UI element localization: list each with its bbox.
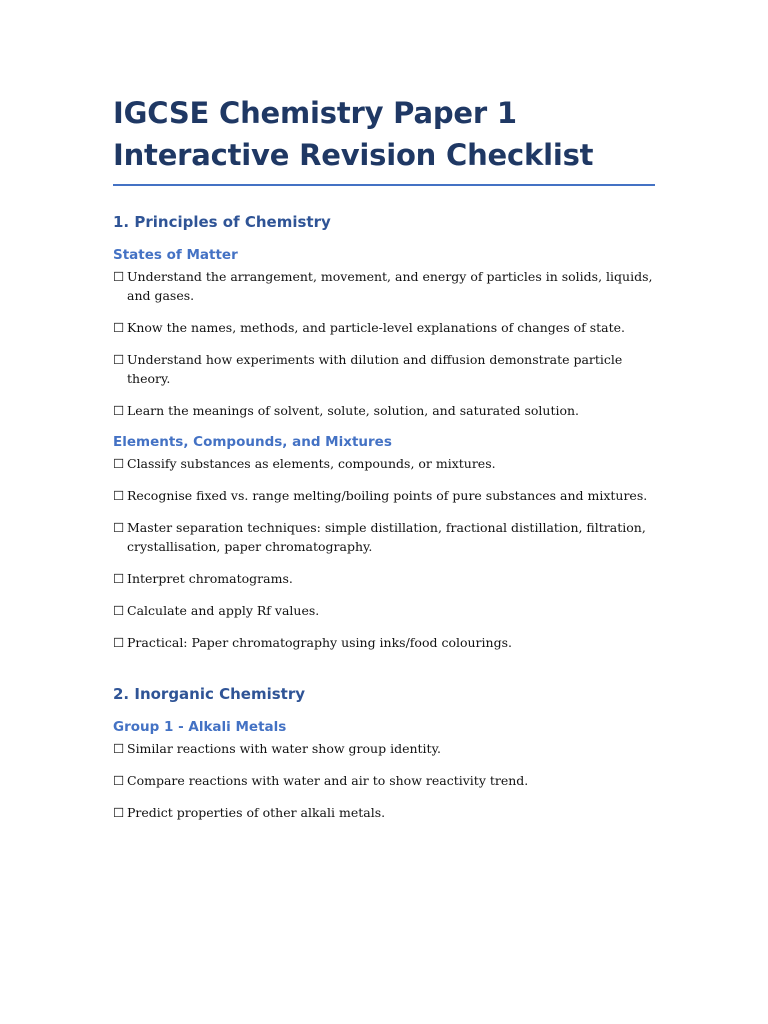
checklist-item[interactable]: [113, 601, 655, 620]
checklist-item-text: Master separation techniques: simple distillation, fractional distillation, filtration, crystallisation, paper chromatography.: [127, 520, 646, 554]
checklist-item[interactable]: [113, 401, 655, 420]
subsection-heading: States of Matter: [113, 247, 238, 263]
checklist-item[interactable]: [113, 318, 655, 337]
checklist-item[interactable]: [113, 633, 655, 652]
checklist-item[interactable]: [113, 803, 655, 822]
section: [113, 212, 655, 652]
checklist-item-text: Predict properties of other alkali metals.: [127, 805, 386, 820]
checklist-item-text: Understand the arrangement, movement, and energy of particles in solids, liquids, and gases.: [127, 269, 653, 303]
checkbox-icon[interactable]: ☐: [113, 603, 125, 618]
subsection-heading: Elements, Compounds, and Mixtures: [113, 434, 392, 450]
document-page: [113, 92, 655, 835]
checklist-item-text: Compare reactions with water and air to show reactivity trend.: [127, 773, 529, 788]
checkbox-icon[interactable]: ☐: [113, 805, 125, 820]
subsection-heading: Group 1 - Alkali Metals: [113, 719, 287, 735]
checklist-item-text: Interpret chromatograms.: [127, 571, 293, 586]
checklist-item[interactable]: [113, 486, 655, 505]
document-body: [113, 212, 655, 822]
checkbox-icon[interactable]: ☐: [113, 320, 125, 335]
checklist-item[interactable]: [113, 454, 655, 473]
checklist-item-text: Practical: Paper chromatography using inks/food colourings.: [127, 635, 512, 650]
checkbox-icon[interactable]: ☐: [113, 741, 125, 756]
checklist-item[interactable]: [113, 771, 655, 790]
checkbox-icon[interactable]: ☐: [113, 520, 125, 535]
checklist-item-text: Calculate and apply Rf values.: [127, 603, 320, 618]
section-heading: 1. Principles of Chemistry: [113, 213, 331, 231]
section-heading: 2. Inorganic Chemistry: [113, 685, 306, 703]
checklist-item[interactable]: [113, 350, 655, 388]
checklist-item[interactable]: [113, 569, 655, 588]
checkbox-icon[interactable]: ☐: [113, 635, 125, 650]
checklist-item[interactable]: [113, 267, 655, 305]
checklist-item[interactable]: [113, 518, 655, 556]
checklist-item-text: Classify substances as elements, compounds, or mixtures.: [127, 456, 496, 471]
checkbox-icon[interactable]: ☐: [113, 571, 125, 586]
checkbox-icon[interactable]: ☐: [113, 456, 125, 471]
checklist-item-text: Understand how experiments with dilution and diffusion demonstrate particle theory.: [127, 352, 623, 386]
checkbox-icon[interactable]: ☐: [113, 488, 125, 503]
section: [113, 684, 655, 822]
checklist-item-text: Recognise fixed vs. range melting/boiling points of pure substances and mixtures.: [127, 488, 648, 503]
checklist-item[interactable]: [113, 739, 655, 758]
document-title: IGCSE Chemistry Paper 1 Interactive Revision Checklist: [113, 92, 655, 186]
checkbox-icon[interactable]: ☐: [113, 403, 125, 418]
checklist-item-text: Similar reactions with water show group identity.: [127, 741, 441, 756]
checklist-item-text: Know the names, methods, and particle-level explanations of changes of state.: [127, 320, 625, 335]
checklist-item-text: Learn the meanings of solvent, solute, solution, and saturated solution.: [127, 403, 580, 418]
checkbox-icon[interactable]: ☐: [113, 352, 125, 367]
checkbox-icon[interactable]: ☐: [113, 773, 125, 788]
checkbox-icon[interactable]: ☐: [113, 269, 125, 284]
